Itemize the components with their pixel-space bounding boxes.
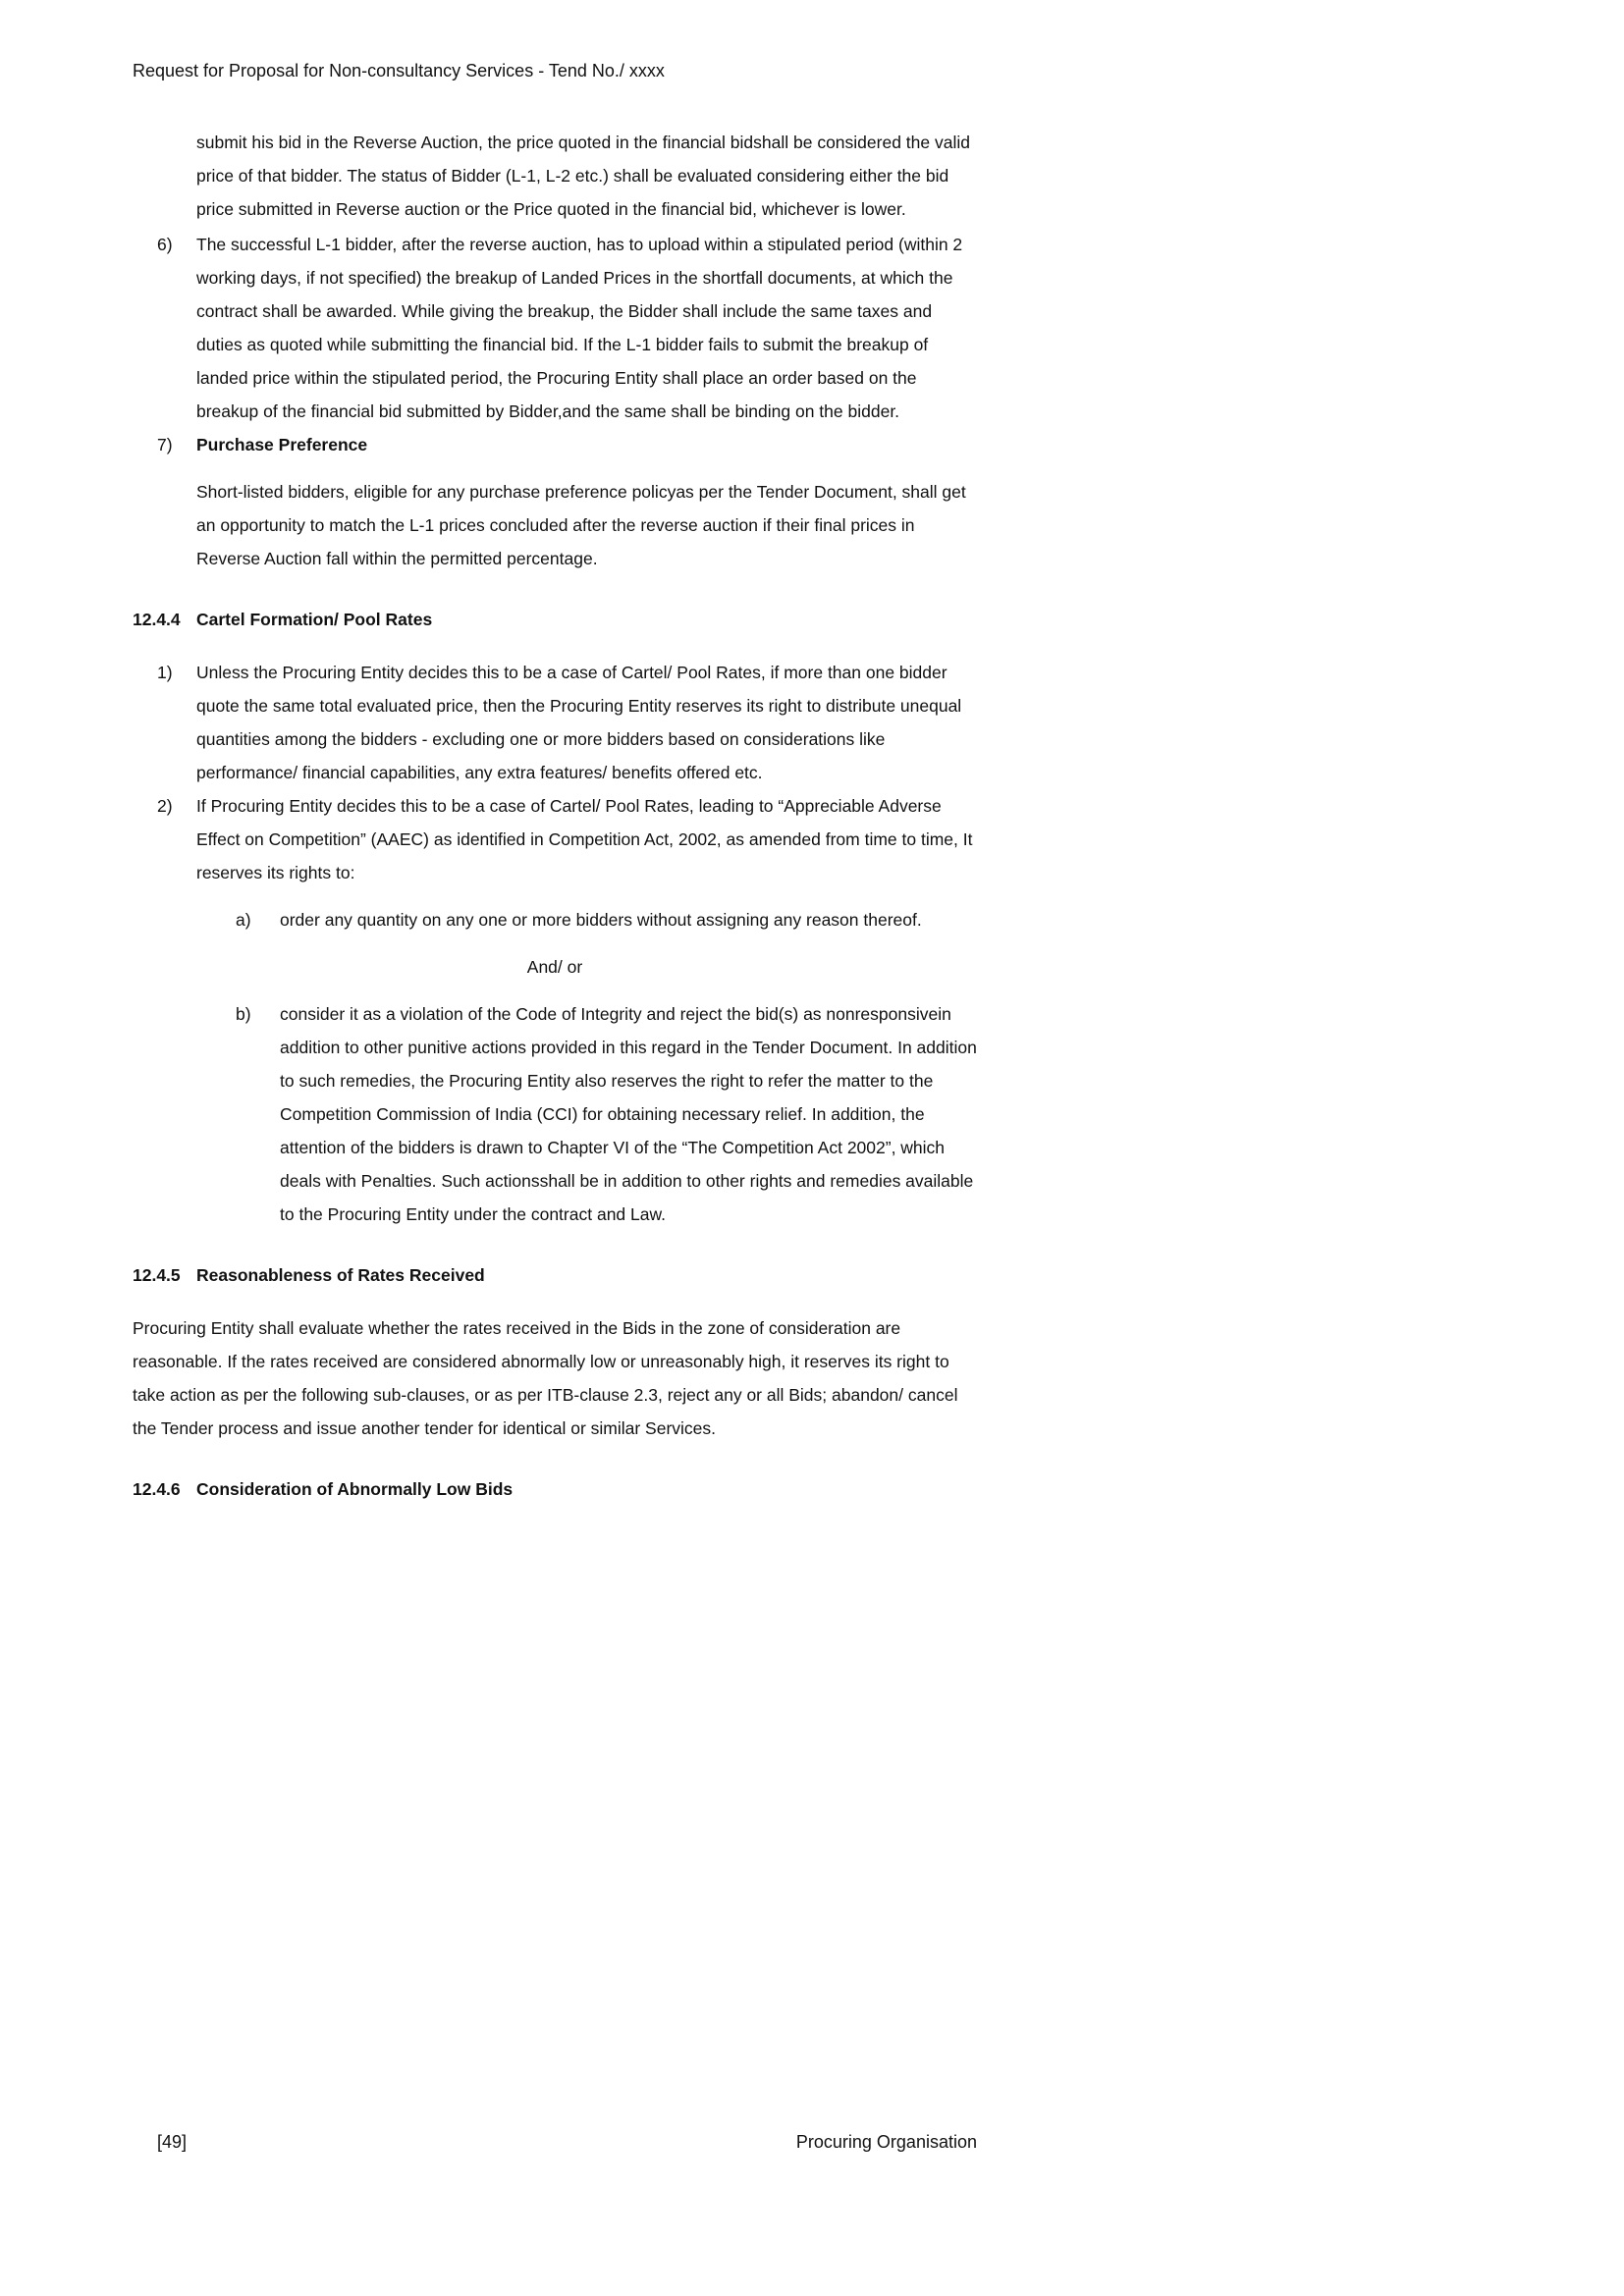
section-number: 12.4.5 (133, 1265, 181, 1285)
item-7-heading: Purchase Preference (196, 435, 368, 454)
list-number: a) (236, 910, 251, 930)
header-title: Request for Proposal for Non-consultancy Services - Tend No./ xxxx (133, 61, 665, 80)
list-text: order any quantity on any one or more bidders without assigning any reason thereof. (280, 910, 922, 930)
section-heading-12-4-5 (133, 1258, 977, 1292)
list-number: 2) (157, 796, 173, 816)
page-header (133, 59, 1016, 82)
section-heading-12-4-4 (133, 603, 977, 636)
and-or-separator: And/ or (526, 957, 583, 977)
reasonableness-paragraph: Procuring Entity shall evaluate whether the rates received in the Bids in the zone of consideration are reasonable. If the rates received are considered abnormally low or unreasonably high, it reserves its right to take action as per the following sub-clauses, or as per ITB-clause 2.3, reject any or all Bids; abandon/ cancel the Tender process and issue another tender for identical or similar Services. (133, 1318, 958, 1438)
purchase-preference-paragraph: Short-listed bidders, eligible for any purchase preference policyas per the Tender Document, shall get an opportunity to match the L-1 prices concluded after the reverse auction if their final prices in Reverse Auction fall within the permitted percentage. (196, 482, 966, 568)
document-content (133, 126, 977, 1525)
sub-item-a (133, 903, 977, 936)
list-text: consider it as a violation of the Code of Integrity and reject the bid(s) as nonresponsivein addition to other punitive actions provided in this regard in the Tender Document. In addition to such remedies, the Procuring Entity also reserves the right to refer the matter to the Competition Commission of India (CCI) for obtaining necessary relief. In addition, the attention of the bidders is drawn to Chapter VI of the “The Competition Act 2002”, which deals with Penalties. Such actionsshall be in addition to other rights and remedies available to the Procuring Entity under the contract and Law. (280, 1004, 977, 1224)
section-heading-12-4-6 (133, 1472, 977, 1506)
list-text: The successful L-1 bidder, after the reverse auction, has to upload within a stipulated period (within 2 working days, if not specified) the breakup of Landed Prices in the shortfall documents, at which the contract shall be awarded. While giving the breakup, the Bidder shall include the same taxes and duties as quoted while submitting the financial bid. If the L-1 bidder fails to submit the breakup of landed price within the stipulated period, the Procuring Entity shall place an order based on the breakup of the financial bid submitted by Bidder,and the same shall be binding on the bidder. (196, 235, 963, 421)
list-number: b) (236, 1004, 251, 1024)
section-title: Reasonableness of Rates Received (196, 1265, 485, 1285)
section-title: Consideration of Abnormally Low Bids (196, 1479, 514, 1499)
section-number: 12.4.4 (133, 610, 181, 629)
list-number: 7) (157, 435, 173, 454)
section-title: Cartel Formation/ Pool Rates (196, 610, 433, 629)
list-text: If Procuring Entity decides this to be a case of Cartel/ Pool Rates, leading to “Appreciable Adverse Effect on Competition” (AAEC) as identified in Competition Act, 2002, as amended from time to time, It reserves its rights to: (196, 796, 973, 882)
footer-org-name: Procuring Organisation (795, 2132, 977, 2152)
list-item-2 (133, 789, 977, 889)
list-item-6 (133, 228, 977, 428)
section-number: 12.4.6 (133, 1479, 181, 1499)
list-text: Unless the Procuring Entity decides this to be a case of Cartel/ Pool Rates, if more than one bidder quote the same total evaluated price, then the Procuring Entity reserves its right to distribute unequal quantities among the bidders - excluding one or more bidders based on considerations like performance/ financial capabilities, any extra features/ benefits offered etc. (196, 663, 962, 782)
sub-item-b (133, 997, 977, 1231)
continuation-paragraph: submit his bid in the Reverse Auction, the price quoted in the financial bidshall be considered the valid price of that bidder. The status of Bidder (L-1, L-2 etc.) shall be evaluated considering either the bid price submitted in Reverse auction or the Price quoted in the financial bid, whichever is lower. (196, 133, 970, 219)
list-number: 6) (157, 235, 173, 254)
list-item-1 (133, 656, 977, 789)
footer-page-number: [49] (157, 2132, 188, 2152)
list-number: 1) (157, 663, 173, 682)
list-item-7 (133, 428, 977, 461)
page-footer (133, 2130, 977, 2154)
